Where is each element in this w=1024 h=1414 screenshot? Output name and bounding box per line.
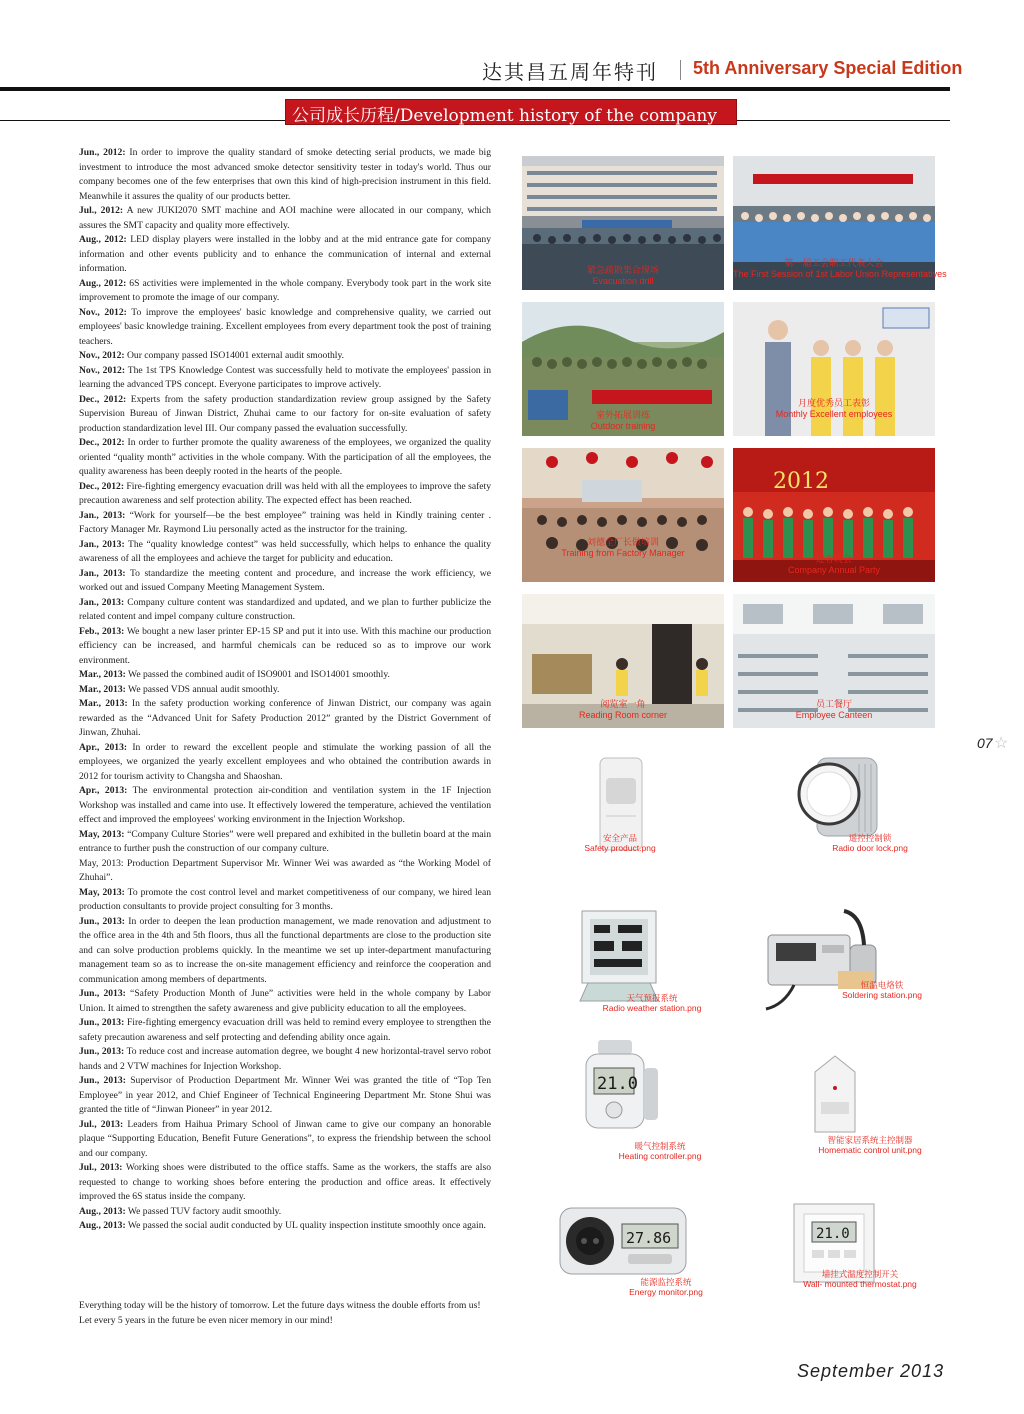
history-date: Feb., 2013: <box>79 625 125 637</box>
caption-cn: 墙挂式温度控制开关 <box>821 1269 899 1279</box>
caption-en: Homematic control unit.png <box>818 1145 922 1155</box>
energy-display-value: 27.86 <box>626 1229 672 1247</box>
page-number: 07 <box>977 735 993 751</box>
heating-display-value: 21.0 <box>597 1074 638 1094</box>
caption-cn: 室外拓展训练 <box>595 410 650 420</box>
history-entry <box>79 204 491 233</box>
history-date: Jul., 2013: <box>79 1118 124 1130</box>
history-date: May, 2013: <box>79 886 125 898</box>
photo-caption-4 <box>733 398 935 420</box>
history-date: Dec., 2012: <box>79 480 125 492</box>
history-entry <box>79 233 491 277</box>
history-text: The environmental protection air-condition and ventilation system in the 1F Injection Workshop was installed and came into use. It effectively lowered the temperature, achieved the ventilation effect and improved the employees' working environment in the Injection Workshop. <box>79 785 491 825</box>
history-entry <box>79 393 491 437</box>
history-date: Jun., 2013: <box>79 915 125 927</box>
history-date: Jul., 2013: <box>79 1162 123 1173</box>
history-text: LED display players were installed in the lobby and at the mid entrance gate for company information and other events publicity and to enhance the communication of internal and external information. <box>79 234 491 274</box>
history-date: Aug., 2012: <box>79 277 127 289</box>
photo-caption-2 <box>733 258 947 280</box>
caption-en: Heating controller.png <box>618 1151 702 1161</box>
history-text: May, 2013: Production Department Supervisor Mr. Winner Wei was awarded as “the Working Model of Zhuhai”. <box>79 857 491 883</box>
history-date: Dec., 2012: <box>79 437 125 448</box>
history-date: Apr., 2013: <box>79 741 128 753</box>
caption-cn: 员工餐厅 <box>815 699 852 709</box>
caption-cn: 阅览室一角 <box>600 699 646 709</box>
history-entry <box>79 1016 491 1045</box>
header-title-cn: 达其昌五周年特刊 <box>482 60 658 84</box>
history-text: We bought a new laser printer EP-15 SP and put it into use. With this machine our production efficiency can be increased, and harmful chemicals can be reduced so as to improve our work environment. <box>79 625 491 666</box>
caption-cn: 迎春晚会 <box>815 554 852 564</box>
history-date: Jun., 2013: <box>79 1017 125 1028</box>
history-date: Jan., 2013: <box>79 509 126 521</box>
photo-caption-1 <box>522 265 724 287</box>
caption-en: Evacuation drill <box>592 276 654 286</box>
caption-cn: 安全产品 <box>602 833 637 843</box>
history-text: We passed the combined audit of ISO9001 and ISO14001 smoothly. <box>125 669 390 680</box>
history-text: The 1st TPS Knowledge Contest was successfully held to motivate the employees' passion in learning the advanced TPS concept. Everyone participates to improve actively. <box>79 364 492 390</box>
history-entry <box>79 697 491 741</box>
section-title: 公司成长历程/Development history of the company <box>292 106 717 126</box>
homematic-control-unit-image <box>805 1052 865 1136</box>
history-text: In the safety production working conference of Jinwan District, our company was again rewarded as the “Advanced Unit for Safety Production 2012” granted by the District Government of Jinwan, Zhuhai. <box>79 698 491 738</box>
history-date: May, 2013: <box>79 828 125 840</box>
history-date: Nov., 2012: <box>79 306 127 318</box>
history-text: A new JUKI2070 SMT machine and AOI machine were allocated in our company, which assures the SMT capacity and quality more effectively. <box>79 205 491 231</box>
history-entry <box>79 1074 491 1118</box>
photo-caption-6 <box>733 554 935 576</box>
caption-en: Safety product.png <box>584 843 656 853</box>
history-date: Jun., 2013: <box>79 1075 126 1086</box>
history-entry <box>79 146 491 204</box>
caption-cn: 能源监控系统 <box>640 1277 692 1287</box>
history-text: In order to reward the excellent people and stimulate the working passion of all the employees, we organized the yearly excellent employees and who obtained the contribution awards in 2012 for tourism activity to Changsha and Shaoshan. <box>79 741 491 782</box>
caption-cn: 恒温电烙铁 <box>860 980 904 990</box>
history-text: Working shoes were distributed to the office staffs. Same as the workers, the staffs are also requested to change to working shoes before entering the production and office areas. It effectively improved the 6S status inside the company. <box>79 1162 491 1202</box>
history-entry <box>79 349 491 364</box>
history-text: “Work for yourself—be the best employee” training was held in Kindly training center . Factory Manager Mr. Raymond Liu personally acted as the instructor for the training. <box>79 509 491 535</box>
history-entry <box>79 683 491 698</box>
history-entry <box>79 1205 491 1220</box>
history-date: Aug., 2012: <box>79 234 127 245</box>
radio-door-lock-image <box>797 752 879 844</box>
product-caption-4 <box>822 980 942 1000</box>
product-caption-2 <box>810 833 930 853</box>
heating-controller-image <box>578 1040 664 1142</box>
caption-cn: 紧急疏散集合现场 <box>586 265 659 275</box>
caption-cn: 智能家居系统主控制器 <box>827 1135 913 1145</box>
history-entry <box>79 987 491 1016</box>
thermostat-display-value: 21.0 <box>816 1226 850 1242</box>
history-date: Dec., 2012: <box>79 393 127 405</box>
photo-caption-8 <box>733 699 935 721</box>
header-rule <box>0 87 950 91</box>
history-entry <box>79 277 491 306</box>
history-entry <box>79 567 491 596</box>
product-caption-7 <box>606 1277 726 1297</box>
photo-factory-manager-training <box>522 448 724 582</box>
history-text: Fire-fighting emergency evacuation drill was held to remind every employee to strengthen the safety precaution awareness and self protecting and defending ability once again. <box>79 1017 491 1043</box>
history-date: Aug., 2013: <box>79 1220 126 1231</box>
history-entry <box>79 886 491 915</box>
caption-cn: 遥控控制锁 <box>848 833 892 843</box>
history-date: Jan., 2013: <box>79 538 125 550</box>
history-entry <box>79 538 491 567</box>
history-entry <box>79 436 491 480</box>
history-text: To improve the employees' basic knowledge and comprehensive quality, we carried out employees' basic knowledge training. Excellent employees from every department took the post of training teachers. <box>79 306 492 347</box>
closing-paragraph: Everything today will be the history of tomorrow. Let the future days witness the double efforts from us! Let every 5 years in the future be even nicer memory in our mind! <box>79 1300 481 1326</box>
history-entry <box>79 509 491 538</box>
history-date: Mar., 2013: <box>79 669 126 680</box>
history-date: Jul., 2012: <box>79 205 124 216</box>
header-divider <box>680 60 681 80</box>
history-text: Company culture content was standardized and updated, and we plan to further publicize the related content and impel company culture construction. <box>79 596 491 622</box>
history-text: 6S activities were implemented in the whole company. Everybody took part in the work site improvement to promote the image of our company. <box>79 277 491 303</box>
history-date: Mar., 2013: <box>79 698 128 709</box>
history-text: To reduce cost and increase automation degree, we bought 4 new horizontal-travel servo robot hands and 2 VTW machines for Injection Workshop. <box>79 1046 491 1072</box>
photo-caption-5 <box>522 537 724 559</box>
svg-text:2012: 2012 <box>773 469 829 494</box>
history-entry <box>79 741 491 785</box>
caption-en: Radio door lock.png <box>832 843 908 853</box>
history-entry <box>79 625 491 669</box>
history-date: Jan., 2013: <box>79 567 126 579</box>
history-text: Experts from the safety production standardization review group assigned by the Safety Supervision Bureau of Jinwan District, Zhuhai came to our factory for on-site evaluation of safety production standardization level III. Our company passed the evaluation successfully. <box>79 393 491 434</box>
product-caption-3 <box>592 993 712 1013</box>
history-entry <box>79 596 491 625</box>
photo-caption-7 <box>522 699 724 721</box>
history-date: Mar., 2013: <box>79 683 126 695</box>
energy-monitor-image <box>558 1206 688 1278</box>
caption-cn: 第一届工会职工代表大会 <box>784 258 884 268</box>
photo-caption-3 <box>522 410 724 432</box>
caption-en: Wall- mounted thermostat.png <box>803 1279 917 1289</box>
caption-en: Soldering station.png <box>842 990 922 1000</box>
history-text: To promote the cost control level and market competitiveness of our company, we hired lean production consultants to provide project consulting for 3 months. <box>79 886 491 912</box>
history-text: “Safety Production Month of June” activities were held in the whole company by Labor Union. It aimed to strengthen the safety awareness and give publicity education to all the employees. <box>79 988 491 1014</box>
history-text: Fire-fighting emergency evacuation drill was held with all the employees to improve the safety precaution awareness and self protection ability. The expected effect has been reached. <box>79 480 491 506</box>
product-caption-1 <box>560 833 680 853</box>
history-entry <box>79 784 491 828</box>
history-date: Nov., 2012: <box>79 364 126 376</box>
product-caption-8 <box>800 1269 920 1289</box>
caption-cn: 天气预报系统 <box>626 993 678 1003</box>
caption-en: The First Session of 1st Labor Union Representatives <box>733 269 947 279</box>
caption-en: Radio weather station.png <box>602 1003 702 1013</box>
caption-en: Outdoor training <box>590 421 656 431</box>
caption-en: Company Annual Party <box>787 565 881 575</box>
history-text: Our company passed ISO14001 external audit smoothly. <box>124 350 345 361</box>
history-text: In order to further promote the quality awareness of the employees, we organized the quality oriented “quality month” activities in the whole company. With the participation of all the employees, the quality awareness has been deeply rooted in the hearts of the people. <box>79 437 491 477</box>
history-text: “Company Culture Stories” were well prepared and exhibited in the bulletin board at the main entrance to further push the construction of our company culture. <box>79 828 491 854</box>
history-entry <box>79 1118 491 1162</box>
history-entry <box>79 306 491 350</box>
radio-weather-station-image <box>578 907 660 1003</box>
header-title-en: 5th Anniversary Special Edition <box>693 58 963 78</box>
history-date: Jan., 2013: <box>79 596 125 608</box>
history-entry <box>79 668 491 683</box>
history-text: Supervisor of Production Department Mr. Winner Wei was granted the title of “Top Ten Employee” in year 2012, and Chief Engineer of Technical Engineering Department Mr. Stone Shui was granted the title of “Jinwan Pioneer” in year 2012. <box>79 1075 491 1115</box>
caption-en: Monthly Excellent employees <box>775 409 893 419</box>
footer-date: September 2013 <box>797 1361 945 1381</box>
history-text: We passed TUV factory audit smoothly. <box>125 1205 282 1217</box>
caption-en: Reading Room corner <box>578 710 668 720</box>
caption-en: Training from Factory Manager <box>561 548 685 558</box>
history-date: Jun., 2013: <box>79 1046 125 1057</box>
product-caption-5 <box>600 1141 720 1161</box>
caption-cn: 刘德全厂长做培训 <box>586 537 659 547</box>
history-entry <box>79 364 491 393</box>
history-entry <box>79 828 491 857</box>
history-entry <box>79 1045 491 1074</box>
history-text: To standardize the meeting content and procedure, and increase the work efficiency, we worked out and issued Company Meeting Management System. <box>79 567 491 593</box>
caption-en: Energy monitor.png <box>629 1287 703 1297</box>
history-text: We passed the social audit conducted by UL quality inspection institute smoothly once again. <box>125 1220 486 1231</box>
history-text: In order to improve the quality standard of smoke detecting serial products, we made big investment to introduce the most advanced smoke detector sensitivity tester in today's world. Thus our company becomes one of the few enterprises that own this kind of high-precision instrument in this field. Meanwhile it assures the quality of our products better. <box>79 147 492 202</box>
history-entry <box>79 857 491 886</box>
history-date: Jun., 2013: <box>79 988 126 999</box>
history-entry <box>79 1161 491 1205</box>
history-text: We passed VDS annual audit smoothly. <box>125 683 280 695</box>
caption-cn: 月度优秀员工表彰 <box>797 398 870 408</box>
caption-en: Employee Canteen <box>795 710 873 720</box>
history-text: In order to deepen the lean production management, we made renovation and adjustment to the office area in the 4th and 5th floors, thus all the functional departments are close to the production site and can solve production problems quickly. In the meantime we set up inter-department manufacturing management team so as to increase the on-site management efficiency and reinforce the cooperation and communication among members of departments. <box>79 915 491 985</box>
history-entry <box>79 1219 491 1234</box>
history-text: Leaders from Haihua Primary School of Jinwan came to give our company an honorable plaque “Supporting Education, Benefit Future Generations”, to express the friendship between the school and our company. <box>79 1118 491 1159</box>
history-date: Apr., 2013: <box>79 785 128 796</box>
history-date: Jun., 2012: <box>79 147 126 158</box>
history-entry <box>79 915 491 988</box>
history-text <box>79 146 491 1234</box>
history-text: The “quality knowledge contest” was held successfully, which helps to enhance the quality awareness of all the employees and achieve the target for publicity and education. <box>79 538 491 564</box>
history-date: Aug., 2013: <box>79 1205 126 1217</box>
product-caption-6 <box>810 1135 930 1155</box>
history-entry <box>79 480 491 509</box>
history-date: Nov., 2012: <box>79 350 125 361</box>
star-icon: ☆ <box>994 735 1009 752</box>
caption-cn: 暖气控制系统 <box>634 1141 686 1151</box>
